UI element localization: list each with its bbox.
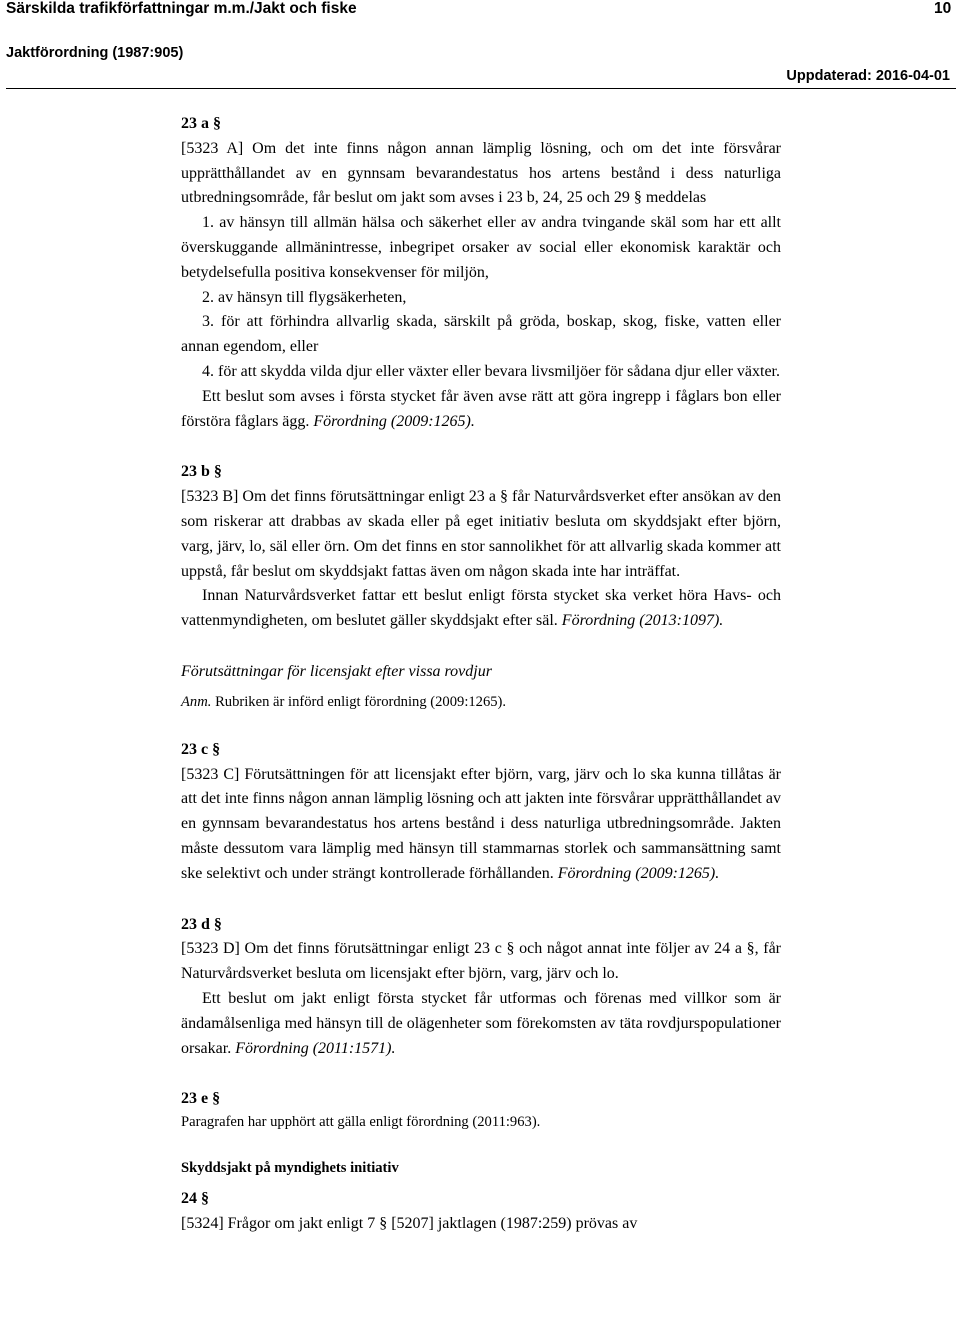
subheading-licensjakt: Förutsättningar för licensjakt efter vissa rovdjur <box>181 662 492 680</box>
section-heading-23a <box>181 112 781 137</box>
paragraph-text: Ett beslut om jakt enligt första stycket får utformas och förenas med villkor som är ändamålsenliga med hänsyn till de olägenheter som förekomsten av täta rovdjurspopulationer orsakar. <box>181 989 781 1057</box>
section-symbol-inline: § <box>633 189 642 207</box>
paragraph-text: [5323 C] Förutsättningen för att licensjakt efter björn, varg, järv och lo ska kunna tillåtas är att det inte finns någon annan lämplig lösning och att jakten inte försvårar upprätthållandet av en gynnsam bevarandestatus hos artens bestånd i dess naturliga utbredningsområde. Jakten måste dessutom vara lämplig med hänsyn till stammarnas storlek och sammansättning samt ske selektivt och under strängt kontrollerade förhållanden. <box>181 765 781 882</box>
paragraph-text: [5324] Frågor om jakt enligt 7 <box>181 1214 376 1232</box>
section-symbol: § <box>212 740 221 758</box>
section-23b-second-paragraph <box>181 584 781 634</box>
annotation-note <box>181 692 781 712</box>
header-divider <box>6 88 956 89</box>
annotation-label: Anm. <box>181 693 212 710</box>
page-number: 10 <box>934 0 952 17</box>
section-symbol: § <box>213 463 222 481</box>
paragraph-text: , får Naturvårdsverket besluta om licensjakt efter björn, varg, järv och lo. <box>181 940 782 983</box>
section-symbol-inline: § <box>500 488 508 506</box>
section-23e-text: Paragrafen har upphört att gälla enligt förordning (2011:963). <box>181 1114 541 1131</box>
paragraph-text: [5207] jaktlagen (1987:259) prövas av <box>391 1214 638 1232</box>
section-23b-text <box>181 485 781 584</box>
paragraph-text: Ett beslut som avses i första stycket får även avse rätt att göra ingrepp i fåglars bon eller förstöra fåglars ägg. <box>181 387 781 430</box>
document-title: Särskilda trafikförfattningar m.m./Jakt och fiske <box>6 0 357 17</box>
subheading-skyddsjakt: Skyddsjakt på myndighets initiativ <box>181 1160 399 1177</box>
ordinance-reference: Förordning (2011:1571). <box>235 1039 396 1057</box>
paragraph-text: Innan Naturvårdsverket fattar ett beslut enligt första stycket ska verket höra Havs- och vattenmyndigheten, om beslutet gäller skyddsjakt efter säl. <box>181 587 781 630</box>
section-23a-second-paragraph <box>181 385 781 435</box>
section-23a-body-end: meddelas <box>645 189 707 207</box>
paragraph-number: 23 a <box>181 115 209 132</box>
section-heading-23b <box>181 460 781 485</box>
section-symbol-inline: § <box>746 940 755 958</box>
paragraph-text: [5323 D] Om det finns förutsättningar enligt 23 c <box>181 940 502 958</box>
section-23c-text <box>181 763 781 887</box>
annotation-text: Rubriken är införd enligt förordning (2009:1265). <box>215 693 507 710</box>
section-symbol-inline: § <box>379 1214 388 1232</box>
section-symbol: § <box>213 915 222 933</box>
section-heading-23d <box>181 913 781 938</box>
paragraph-number: 23 d <box>181 915 210 933</box>
ordinance-reference: Förordning (2009:1265). <box>313 412 475 430</box>
paragraph-number: 24 <box>181 1190 197 1208</box>
section-heading-23c <box>181 738 781 763</box>
section-symbol: § <box>201 1190 209 1208</box>
section-heading-24 <box>181 1187 781 1212</box>
section-symbol-inline: § <box>506 940 515 958</box>
section-23a-body: [5323 A] Om det inte finns någon annan lämplig lösning, och om det inte försvårar upprätthållandet av en gynnsam bevarandestatus hos artens bestånd i dess naturliga utbredningsområde, får beslut om jakt som avses i 23 b, 24, 25 och 29 <box>181 139 781 207</box>
list-item: 1. av hänsyn till allmän hälsa och säkerhet eller av andra tvingande skäl som har ett allt överskuggande allmänintresse, inbegripet orsaker av social eller ekonomisk karaktär och betydelsefulla positiva konsekvenser för miljön, <box>181 214 781 281</box>
list-item: 3. för att förhindra allvarlig skada, särskilt på gröda, boskap, skog, fiske, vatten eller annan egendom, eller <box>181 313 781 356</box>
list-item: 2. av hänsyn till flygsäkerheten, <box>202 288 407 306</box>
updated-date: Uppdaterad: 2016-04-01 <box>786 68 950 84</box>
section-heading-23e <box>181 1087 781 1112</box>
section-symbol: § <box>213 115 221 132</box>
paragraph-number: 23 c <box>181 740 209 758</box>
paragraph-number: 23 b <box>181 463 210 481</box>
section-23d-text <box>181 937 781 987</box>
section-23a-text <box>181 137 781 211</box>
section-24-text <box>181 1212 781 1237</box>
ordinance-reference: Förordning (2009:1265). <box>557 864 720 882</box>
paragraph-text: och något annat inte följer av 24 a <box>519 940 742 958</box>
paragraph-text: får Naturvårdsverket efter ansökan av den som riskerar att drabbas av skada eller på eget initiativ besluta om skyddsjakt efter björn, varg, järv, lo, säl eller örn. Om det finns en stor sannolikhet för att allvarlig skada kommer att uppstå, får beslut om skyddsjakt fattas även om någon skada inte har inträffat. <box>181 488 782 580</box>
section-23d-second-paragraph <box>181 987 781 1061</box>
document-subtitle: Jaktförordning (1987:905) <box>6 45 184 61</box>
list-item: 4. för att skydda vilda djur eller växter eller bevara livsmiljöer för sådana djur eller växter. <box>202 362 780 380</box>
ordinance-reference: Förordning (2013:1097). <box>561 612 724 630</box>
document-body <box>181 112 781 1237</box>
section-symbol: § <box>212 1090 221 1108</box>
paragraph-text: [5323 B] Om det finns förutsättningar enligt 23 a <box>181 488 496 506</box>
paragraph-number: 23 e <box>181 1090 209 1108</box>
